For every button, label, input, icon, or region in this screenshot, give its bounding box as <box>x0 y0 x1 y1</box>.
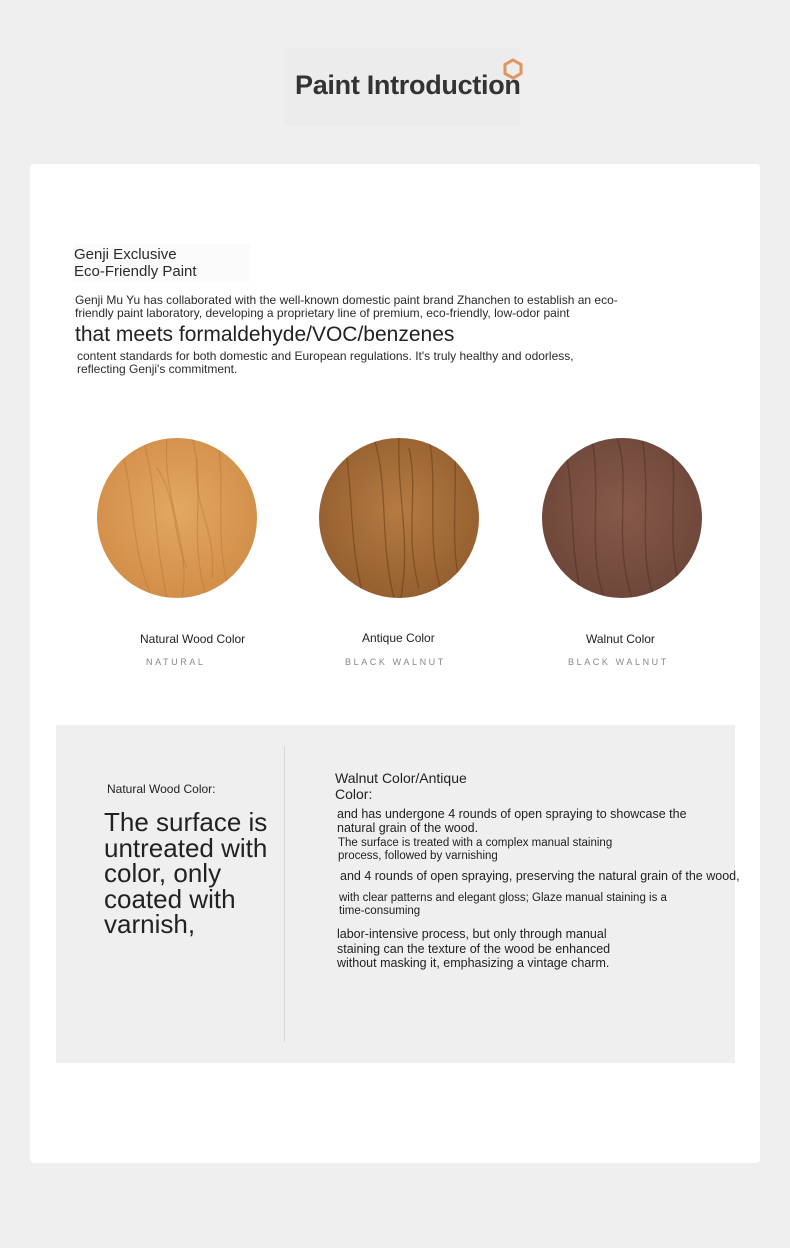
intro-paragraph-2: content standards for both domestic and European regulations. It's truly healthy and odorless, reflecting Genji's commitment. <box>77 349 574 376</box>
walnut-swatch <box>542 438 702 598</box>
walnut-antique-heading: Walnut Color/Antique Color: <box>335 770 467 802</box>
intro-highlight: that meets formaldehyde/VOC/benzenes <box>75 323 455 346</box>
panel-divider <box>284 746 285 1042</box>
detail-paragraph-4: with clear patterns and elegant gloss; Glaze manual staining is a time-consuming <box>339 892 667 917</box>
detail-paragraph-2: The surface is treated with a complex manual staining process, followed by varnishing <box>338 837 613 862</box>
swatch-name-natural: Natural Wood Color <box>140 632 246 646</box>
antique-swatch <box>319 438 479 598</box>
intro-heading-line2: Eco-Friendly Paint <box>74 263 197 280</box>
page-title: Paint Introduction <box>295 70 521 100</box>
swatch-name-walnut: Walnut Color <box>586 632 655 646</box>
detail-paragraph-5: labor-intensive process, but only through manual staining can the texture of the wood be enhanced without masking it, emphasizing a vintage charm. <box>337 927 611 970</box>
natural-detail-label: Natural Wood Color: <box>107 782 216 796</box>
swatch-sub-walnut: BLACK WALNUT <box>568 657 669 667</box>
intro-paragraph-1: Genji Mu Yu has collaborated with the well-known domestic paint brand Zhanchen to establish an eco-friendly paint laboratory, developing a proprietary line of premium, eco-friendly, low-odor paint <box>75 293 618 320</box>
swatch-name-antique: Antique Color <box>362 631 435 645</box>
detail-paragraph-3: and 4 rounds of open spraying, preserving the natural grain of the wood, <box>340 869 740 883</box>
natural-detail-text: The surface is untreated with color, only coated with varnish, <box>104 807 268 939</box>
swatch-sub-antique: BLACK WALNUT <box>345 657 446 667</box>
natural-wood-swatch <box>97 438 257 598</box>
detail-paragraph-1: and has undergone 4 rounds of open spraying to showcase the natural grain of the wood. <box>337 807 687 835</box>
intro-heading-line1: Genji Exclusive <box>74 246 177 263</box>
intro-heading <box>74 244 250 282</box>
hexagon-icon <box>502 58 524 80</box>
swatch-sub-natural: NATURAL <box>146 657 206 667</box>
